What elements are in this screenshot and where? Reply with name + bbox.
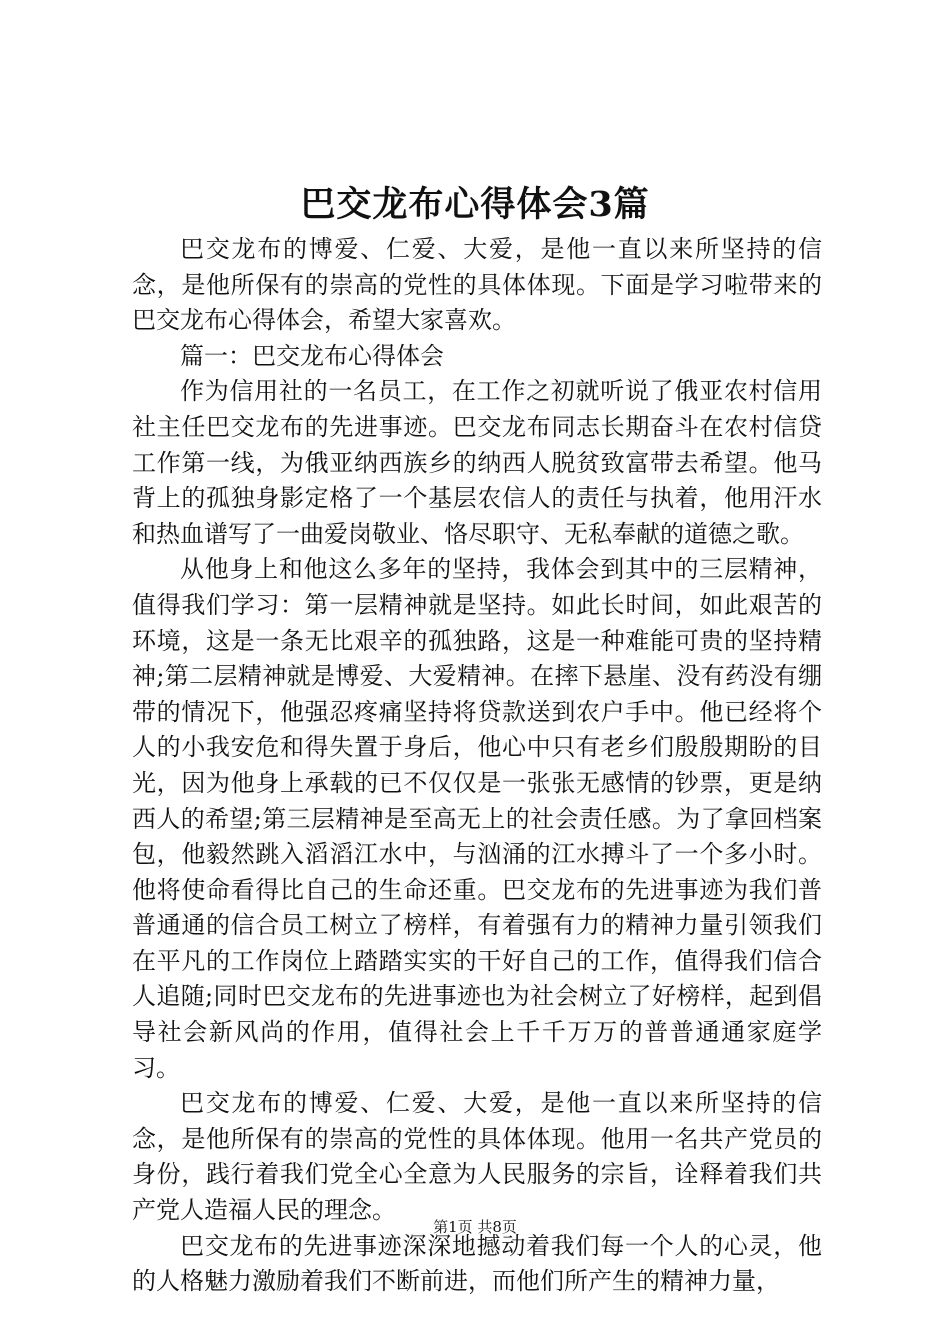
- paragraph: 作为信用社的一名员工，在工作之初就听说了俄亚农村信用社主任巴交龙布的先进事迹。巴交龙布同志长期奋斗在农村信贷工作第一线，为俄亚纳西族乡的纳西人脱贫致富带去希望。他马背上的孤独身影定格了一个基层农信人的责任与执着，他用汗水和热血谱写了一曲爱岗敬业、恪尽职守、无私奉献的道德之歌。: [132, 377, 822, 548]
- paragraph-intro: 巴交龙布的博爱、仁爱、大爱，是他一直以来所坚持的信念，是他所保有的崇高的党性的具体体现。下面是学习啦带来的巴交龙布心得体会，希望大家喜欢。: [132, 235, 822, 335]
- document-body: [132, 232, 822, 1300]
- section-heading: 篇一：巴交龙布心得体会: [180, 341, 444, 370]
- paragraph: 巴交龙布的先进事迹深深地撼动着我们每一个人的心灵，他的人格魅力激励着我们不断前进，而他们所产生的精神力量，: [132, 1231, 822, 1296]
- paragraph: 巴交龙布的博爱、仁爱、大爱，是他一直以来所坚持的信念，是他所保有的崇高的党性的具体体现。他用一名共产党员的身份，践行着我们党全心全意为人民服务的宗旨，诠释着我们共产党人造福人民的理念。: [132, 1089, 822, 1225]
- paragraph: 从他身上和他这么多年的坚持，我体会到其中的三层精神，值得我们学习：第一层精神就是坚持。如此长时间，如此艰苦的环境，这是一条无比艰辛的孤独路，这是一种难能可贵的坚持精神;第二层精神就是博爱、大爱精神。在摔下悬崖、没有药没有绷带的情况下，他强忍疼痛坚持将贷款送到农户手中。他已经将个人的小我安危和得失置于身后，他心中只有老乡们殷殷期盼的目光，因为他身上承载的已不仅仅是一张张无感情的钞票，更是纳西人的希望;第三层精神是至高无上的社会责任感。为了拿回档案包，他毅然跳入滔滔江水中，与汹涌的江水搏斗了一个多小时。他将使命看得比自己的生命还重。巴交龙布的先进事迹为我们普普通通的信合员工树立了榜样，有着强有力的精神力量引领我们在平凡的工作岗位上踏踏实实的干好自己的工作，值得我们信合人追随;同时巴交龙布的先进事迹也为社会树立了好榜样，起到倡导社会新风尚的作用，值得社会上千千万万的普普通通家庭学习。: [132, 555, 822, 1082]
- page-title: 巴交龙布心得体会3篇: [300, 184, 650, 225]
- page-footer: 第1页 共8页: [433, 1218, 517, 1236]
